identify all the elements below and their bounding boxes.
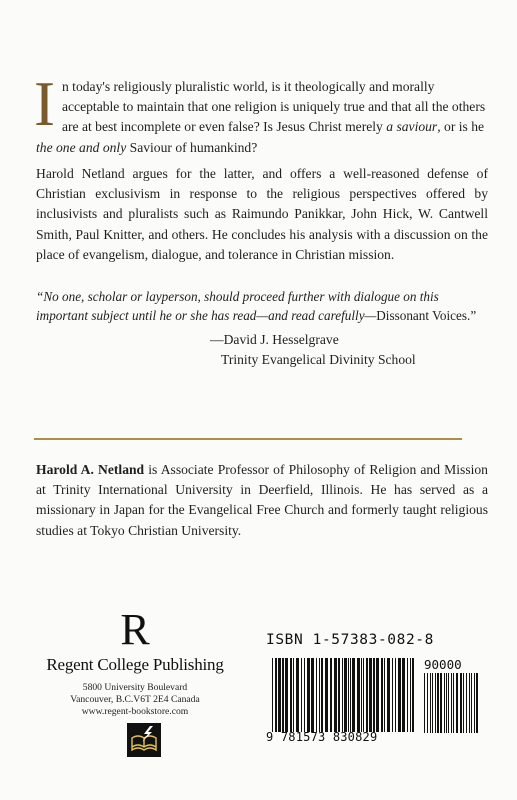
barcode-bar <box>296 658 299 732</box>
quote-book-title: Dissonant Voices <box>376 307 468 323</box>
author-bio <box>36 460 488 541</box>
barcode-bar <box>352 658 355 732</box>
drop-cap: I <box>34 69 55 139</box>
barcode-bar <box>350 658 351 732</box>
publisher-logo: R <box>120 605 150 654</box>
barcode-bar <box>424 673 425 733</box>
barcode-bar <box>437 673 439 733</box>
intro-italic-2: the one and only <box>36 139 127 155</box>
barcode-bar <box>448 673 449 733</box>
barcode-bar <box>384 658 385 732</box>
intro-text-2: , or is he <box>437 119 485 135</box>
endorsement-quote <box>36 288 488 325</box>
barcode-bar <box>407 658 408 732</box>
barcode-block <box>266 632 492 762</box>
barcode-bar <box>307 658 310 732</box>
quote-end: .” <box>467 307 477 323</box>
barcode-bar <box>376 658 379 732</box>
intro-text-1: n today's religiously pluralistic world, is it theologically and morally acceptable to maintain that one religion is uniquely true and that all the others are at best incomplete or even false? Is Jesus Christ merely <box>61 79 486 135</box>
barcode-bar <box>402 658 405 732</box>
barcode-bar <box>285 658 288 732</box>
barcode-bar <box>272 658 273 732</box>
barcode-bar <box>342 658 343 732</box>
barcode-bar <box>330 658 332 732</box>
barcode-bar <box>432 673 433 733</box>
divider-rule <box>34 438 462 440</box>
price-code-label: 90000 <box>424 657 462 672</box>
barcode-bar <box>469 673 470 733</box>
publisher-block <box>30 605 240 719</box>
isbn-label: ISBN 1-57383-082-8 <box>266 632 434 648</box>
barcode-bar <box>471 673 472 733</box>
barcode-bar <box>410 658 411 732</box>
endorser-school: Trinity Evangelical Divinity School <box>221 352 416 367</box>
barcode-bar <box>338 658 340 732</box>
barcode-bar <box>334 658 337 732</box>
barcode-bar <box>435 673 436 733</box>
barcode-bar <box>348 658 349 732</box>
barcode-bar <box>301 658 302 732</box>
barcode-bar <box>466 673 467 733</box>
barcode-bar <box>474 673 475 733</box>
intro-paragraph <box>34 69 488 158</box>
barcode-bar <box>321 658 323 732</box>
barcode-bar <box>427 673 428 733</box>
barcode-bar <box>446 673 447 733</box>
ean-barcode <box>272 658 418 732</box>
barcode-bar <box>304 658 305 732</box>
publisher-address-line-1: 5800 University Boulevard <box>82 682 188 693</box>
barcode-bar <box>363 658 364 732</box>
barcode-bar <box>476 673 478 733</box>
barcode-bar <box>412 658 414 732</box>
author-name: Harold A. Netland <box>36 462 145 477</box>
barcode-bar <box>398 658 401 732</box>
publisher-address <box>30 682 240 719</box>
barcode-bar <box>392 658 393 732</box>
intro-italic-1: a saviour <box>386 119 438 135</box>
barcode-bar <box>430 673 431 733</box>
publisher-name: Regent College Publishing <box>46 655 224 674</box>
barcode-bar <box>282 658 284 732</box>
barcode-bar <box>275 658 277 732</box>
barcode-bar <box>293 658 294 732</box>
barcode-bar <box>319 658 320 732</box>
barcode-bar <box>381 658 383 732</box>
barcode-bar <box>316 658 317 732</box>
barcode-bar <box>344 658 347 732</box>
barcode-bar <box>456 673 458 733</box>
endorser-name: —David J. Hesselgrave <box>210 332 339 347</box>
barcode-bar <box>278 658 281 732</box>
intro-text-3: Saviour of humankind? <box>126 139 258 155</box>
barcode-bar <box>366 658 368 732</box>
barcode-bar <box>373 658 375 732</box>
barcode-bar <box>440 673 442 733</box>
barcode-bar <box>453 673 454 733</box>
barcode-bar <box>325 658 328 732</box>
barcode-bar <box>460 673 462 733</box>
barcode-bar <box>369 658 372 732</box>
author-bio-text: is Associate Professor of Philosophy of Religion and Mission at Trinity International University in Deerfield, Illinois. He has served as a missionary in Japan for the Evangelical Free Church and formerly taught religious studies at Tokyo Christian University. <box>36 462 488 538</box>
barcode-bar <box>387 658 390 732</box>
publisher-website: www.regent-bookstore.com <box>81 706 189 718</box>
quote-text: “No one, scholar or layperson, should proceed further with dialogue on this important subject until he or she has read—and read carefully— <box>36 289 439 323</box>
barcode-bar <box>311 658 314 732</box>
barcode-bar <box>451 673 452 733</box>
publisher-address-line-2: Vancouver, B.C.V6T 2E4 Canada <box>70 694 200 706</box>
barcode-bar <box>361 658 362 732</box>
barcode-bar <box>357 658 360 732</box>
ean-digits: 9 781573 830829 <box>266 730 378 744</box>
barcode-bar <box>444 673 445 733</box>
barcode-bar <box>290 658 292 732</box>
summary-paragraph: Harold Netland argues for the latter, and offers a well-reasoned defense of Christian exclusivism in response to the religious perspectives offered by inclusivists and pluralists such as Raimundo Panikkar, John Hick, W. Cantwell Smith, Paul Knitter, and others. He concludes his analysis with a discussion on the place of evangelism, dialogue, and tolerance in Christian mission. <box>36 166 488 262</box>
barcode-bar <box>395 658 396 732</box>
addon-barcode <box>424 673 480 733</box>
endorsement-attribution <box>210 330 416 370</box>
open-book-lightning-icon <box>127 723 161 757</box>
barcode-bar <box>463 673 464 733</box>
